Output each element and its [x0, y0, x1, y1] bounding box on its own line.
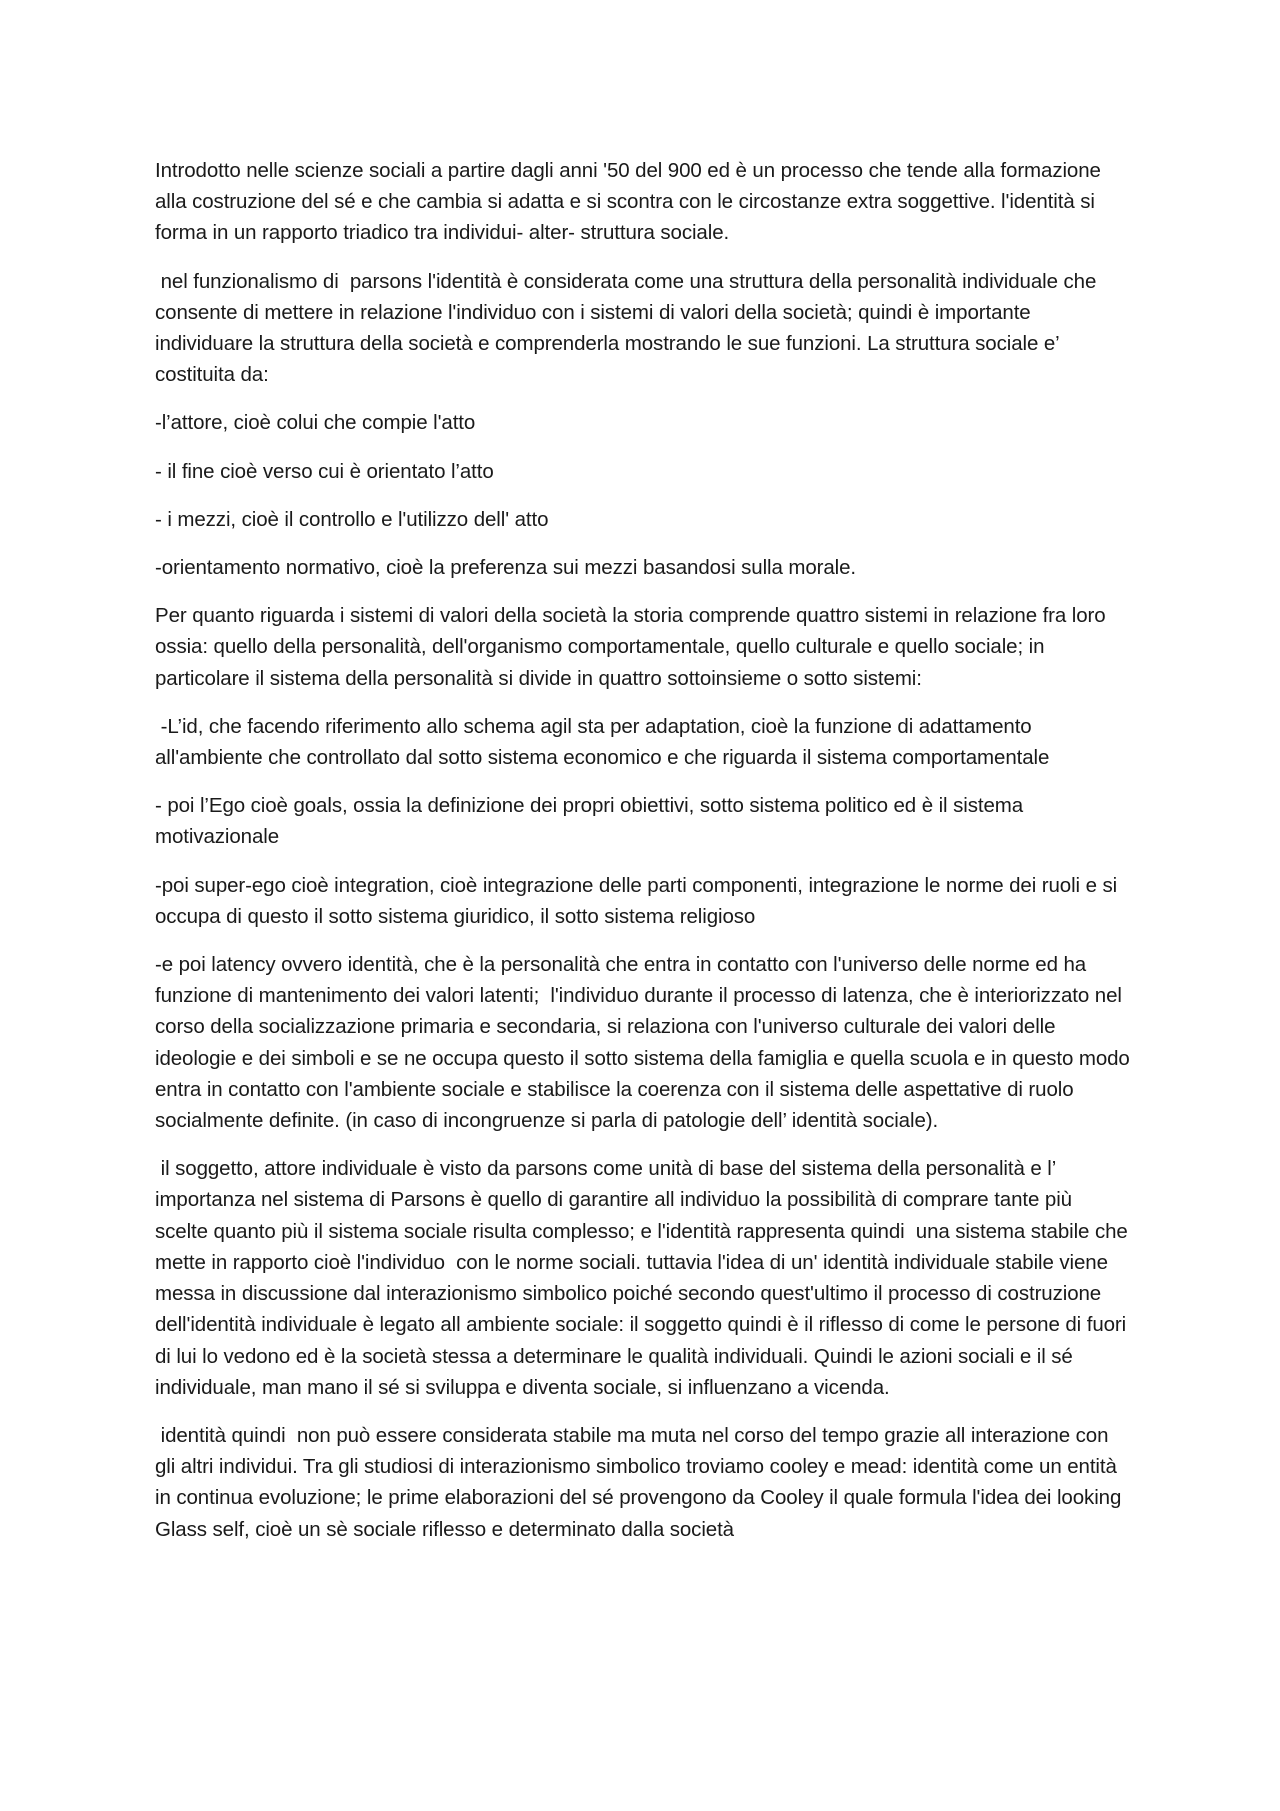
list-item-mezzi: - i mezzi, cioè il controllo e l'utilizzo dell' atto — [155, 507, 549, 531]
document-page — [155, 155, 1136, 1562]
list-item-latency: -e poi latency ovvero identità, che è la personalità che entra in contatto con l'universo delle norme ed ha funzione di mantenimento dei valori latenti; l'individuo durante il processo di latenza, che è interiorizzato nel corso della socializzazione primaria e secondaria, si relaziona con l'universo culturale dei valori delle ideologie e dei simboli e se ne occupa questo il sotto sistema della famiglia e quella scuola e in questo modo entra in contatto con l'ambiente sociale e stabilisce la coerenza con il sistema delle aspettative di ruolo socialmente definite. (in caso di incongruenze si parla di patologie dell’ identità sociale). — [155, 953, 1136, 1133]
list-item-id: -L’id, che facendo riferimento allo schema agil sta per adaptation, cioè la funzione di adattamento all'ambiente che controllato dal sotto sistema economico e che riguarda il sistema comportamentale — [155, 714, 1050, 770]
list-item-attore: -l’attore, cioè colui che compie l'atto — [155, 411, 476, 435]
paragraph-identita-muta: identità quindi non può essere considerata stabile ma muta nel corso del tempo grazie all interazione con gli altri individui. Tra gli studiosi di interazionismo simbolico troviamo cooley e mead: identità come un entità in continua evoluzione; le prime elaborazioni del sé provengono da Cooley il quale formula l'idea dei looking Glass self, cioè un sè sociale riflesso e determinato dalla società — [155, 1423, 1127, 1541]
list-item-super-ego: -poi super-ego cioè integration, cioè integrazione delle parti componenti, integrazione le norme dei ruoli e si occupa di questo il sotto sistema giuridico, il sotto sistema religioso — [155, 873, 1123, 928]
paragraph-funzionalismo: nel funzionalismo di parsons l'identità è considerata come una struttura della personalità individuale che consente di mettere in relazione l'individuo con i sistemi di valori della società; quindi è importante individuare la struttura della società e comprenderla mostrando le sue funzioni. La struttura sociale e’ costituita da: — [155, 269, 1102, 387]
paragraph-intro: Introdotto nelle scienze sociali a partire dagli anni '50 del 900 ed è un processo che tende alla formazione alla costruzione del sé e che cambia si adatta e si scontra con le circostanze extra soggettive. l'identità si forma in un rapporto triadico tra individui- alter- struttura sociale. — [155, 159, 1107, 245]
list-item-ego: - poi l’Ego cioè goals, ossia la definizione dei propri obiettivi, sotto sistema politico ed è il sistema motivazionale — [155, 794, 1029, 849]
list-item-fine: - il fine cioè verso cui è orientato l’atto — [155, 459, 494, 483]
paragraph-sistemi-valori: Per quanto riguarda i sistemi di valori della società la storia comprende quattro sistemi in relazione fra loro ossia: quello della personalità, dell'organismo comportamentale, quello culturale e quello sociale; in particolare il sistema della personalità si divide in quattro sottoinsieme o sotto sistemi: — [155, 604, 1112, 690]
paragraph-soggetto: il soggetto, attore individuale è visto da parsons come unità di base del sistema della personalità e l’ importanza nel sistema di Parsons è quello di garantire all individuo la possibilità di comprare tante più scelte quanto più il sistema sociale risulta complesso; e l'identità rappresenta quindi una sistema stabile che mette in rapporto cioè l'individuo con le norme sociali. tuttavia l'idea di un' identità individuale stabile viene messa in discussione dal interazionismo simbolico poiché secondo quest'ultimo il processo di costruzione dell'identità individuale è legato all ambiente sociale: il soggetto quindi è il riflesso di come le persone di fuori di lui lo vedono ed è la società stessa a determinare le qualità individuali. Quindi le azioni sociali e il sé individuale, man mano il sé si sviluppa e diventa sociale, si influenzano a vicenda. — [155, 1157, 1134, 1399]
list-item-orientamento: -orientamento normativo, cioè la preferenza sui mezzi basandosi sulla morale. — [155, 556, 857, 580]
